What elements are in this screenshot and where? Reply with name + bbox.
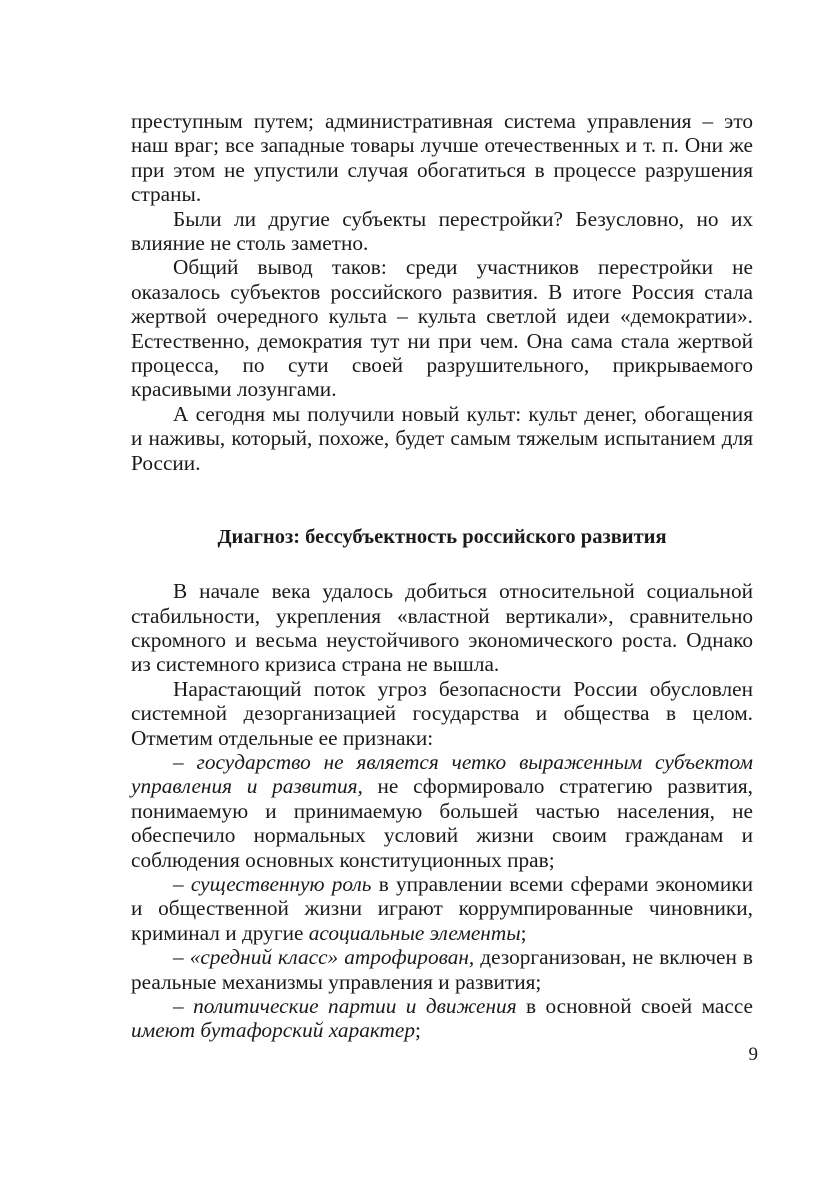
list-item <box>131 945 753 994</box>
section-heading: Диагноз: бессубъектность российского развития <box>217 526 667 549</box>
list-item-text: не сформировало стратегию развития, понимаемую и принимаемую большей частью населения, не обеспечило нормальных условий жизни своим гражданам и соблюдения основных конституционных прав; <box>131 774 753 872</box>
list-item-emphasis: – государство не является четко выраженным субъектом управления и развития, <box>131 749 753 799</box>
list-item-emphasis: имеют бутафорский характер <box>131 1018 416 1043</box>
paragraph-general-conclusion: Общий вывод таков: среди участников перестройки не оказалось субъектов российского развития. В итоге Россия стала жертвой очередного культа – культа светлой идеи «демократии». Естественно, демократия тут ни при чем. Она сама стала жертвой процесса, по сути своей разрушительного, прикрываемого красивыми лозунгами. <box>131 255 753 402</box>
list-item <box>131 994 753 1043</box>
list-item-text: дезорганизован, не включен в реальные механизмы управления и развития; <box>131 945 753 994</box>
paragraph-new-cult: А сегодня мы получили новый культ: культ денег, обогащения и наживы, который, похоже, будет самым тяжелым испытанием для России. <box>131 401 753 475</box>
page-body <box>131 109 753 1043</box>
list-item-emphasis: политические партии и движения <box>193 994 517 1018</box>
list-item-text: ; <box>520 920 527 945</box>
list-item-emphasis: «средний класс» атрофирован, <box>189 945 475 970</box>
spacer <box>131 549 753 579</box>
list-item-emphasis: асоциальные элементы <box>308 920 521 945</box>
list-item-text: в основной своей массе <box>516 994 753 1018</box>
paragraph-century-start: В начале века удалось добиться относительной социальной стабильности, укрепления «властной вертикали», сравнительно скромного и весьма неустойчивого экономического роста. Однако из системного кризиса страна не вышла. <box>131 579 753 677</box>
list-item-dash: – <box>173 994 194 1018</box>
list-item-text: ; <box>415 1018 421 1043</box>
list-item-dash: – <box>173 945 190 970</box>
list-item <box>131 750 753 872</box>
list-item-emphasis: существенную роль <box>190 871 372 896</box>
spacer <box>131 475 753 525</box>
paragraph-continued: преступным путем; административная система управления – это наш враг; все западные товары лучше отечественных и т. п. Они же при этом не упустили случая обогатиться в процессе разрушения страны. <box>131 109 753 207</box>
list-item-text: в управлении всеми сферами экономики и общественной жизни играют коррумпированные чиновники, криминал и другие <box>131 871 753 945</box>
list-item <box>131 872 753 945</box>
paragraph-threats: Нарастающий поток угроз безопасности России обусловлен системной дезорганизацией государства и общества в целом. Отметим отдельные ее признаки: <box>131 676 753 750</box>
page-number: 9 <box>748 1044 758 1065</box>
list-item-dash: – <box>173 871 191 896</box>
paragraph-other-subjects: Были ли другие субъекты перестройки? Безусловно, но их влияние не столь заметно. <box>131 206 753 256</box>
